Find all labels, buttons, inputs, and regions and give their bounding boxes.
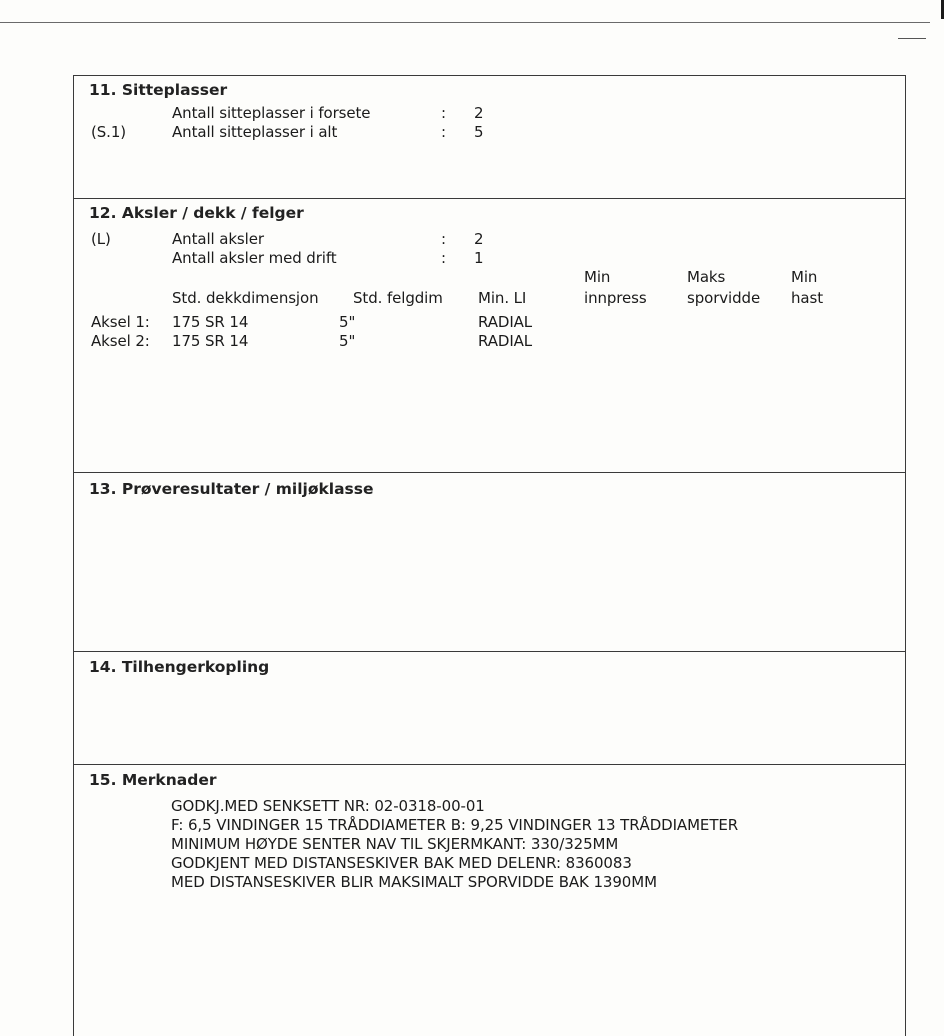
column-header-innpress: Min (584, 268, 611, 286)
remark-line: MINIMUM HØYDE SENTER NAV TIL SKJERMKANT: 330/325MM (171, 835, 619, 853)
field-separator: : (441, 123, 446, 141)
column-header-sporvidde: sporvidde (687, 289, 761, 307)
field-label: Antall sitteplasser i forsete (172, 104, 371, 122)
remark-line: GODKJ.MED SENKSETT NR: 02-0318-00-01 (171, 797, 485, 815)
column-header-hast: hast (791, 289, 823, 307)
section-remarks (74, 764, 905, 1036)
column-header-hast: Min (791, 268, 818, 286)
field-separator: : (441, 249, 446, 267)
field-separator: : (441, 230, 446, 248)
field-code: (L) (91, 230, 111, 248)
remark-line: MED DISTANSESKIVER BLIR MAKSIMALT SPORVIDDE BAK 1390MM (171, 873, 657, 891)
field-separator: : (441, 104, 446, 122)
section-axles (74, 198, 905, 473)
remark-line: F: 6,5 VINDINGER 15 TRÅDDIAMETER B: 9,25 VINDINGER 13 TRÅDDIAMETER (171, 816, 739, 834)
remark-line: GODKJENT MED DISTANSESKIVER BAK MED DELENR: 8360083 (171, 854, 632, 872)
field-label: Antall sitteplasser i alt (172, 123, 338, 141)
column-header-dekk: Std. dekkdimensjon (172, 289, 319, 307)
top-rule (0, 22, 930, 23)
column-header-sporvidde: Maks (687, 268, 726, 286)
section-title: 14. Tilhengerkopling (89, 658, 270, 676)
axle-name: Aksel 1: (91, 313, 150, 331)
section-title: 15. Merknader (89, 771, 217, 789)
axle-tire: 175 SR 14 (172, 313, 249, 331)
field-value: 1 (474, 249, 484, 267)
axle-tire: 175 SR 14 (172, 332, 249, 350)
axle-li: RADIAL (478, 313, 533, 331)
margin-dash (898, 38, 926, 39)
axle-rim: 5" (339, 313, 356, 331)
field-label: Antall aksler (172, 230, 264, 248)
field-value: 2 (474, 104, 484, 122)
section-towbar (74, 651, 905, 765)
axle-li: RADIAL (478, 332, 533, 350)
section-title: 12. Aksler / dekk / felger (89, 204, 304, 222)
axle-name: Aksel 2: (91, 332, 150, 350)
column-header-li: Min. LI (478, 289, 527, 307)
column-header-felg: Std. felgdim (353, 289, 443, 307)
section-test-results (74, 472, 905, 652)
section-seats (74, 76, 905, 199)
axle-rim: 5" (339, 332, 356, 350)
column-header-innpress: innpress (584, 289, 647, 307)
form-frame (73, 75, 906, 1036)
field-value: 5 (474, 123, 484, 141)
field-label: Antall aksler med drift (172, 249, 337, 267)
section-title: 11. Sitteplasser (89, 81, 228, 99)
section-title: 13. Prøveresultater / miljøklasse (89, 480, 374, 498)
field-code: (S.1) (91, 123, 127, 141)
field-value: 2 (474, 230, 484, 248)
